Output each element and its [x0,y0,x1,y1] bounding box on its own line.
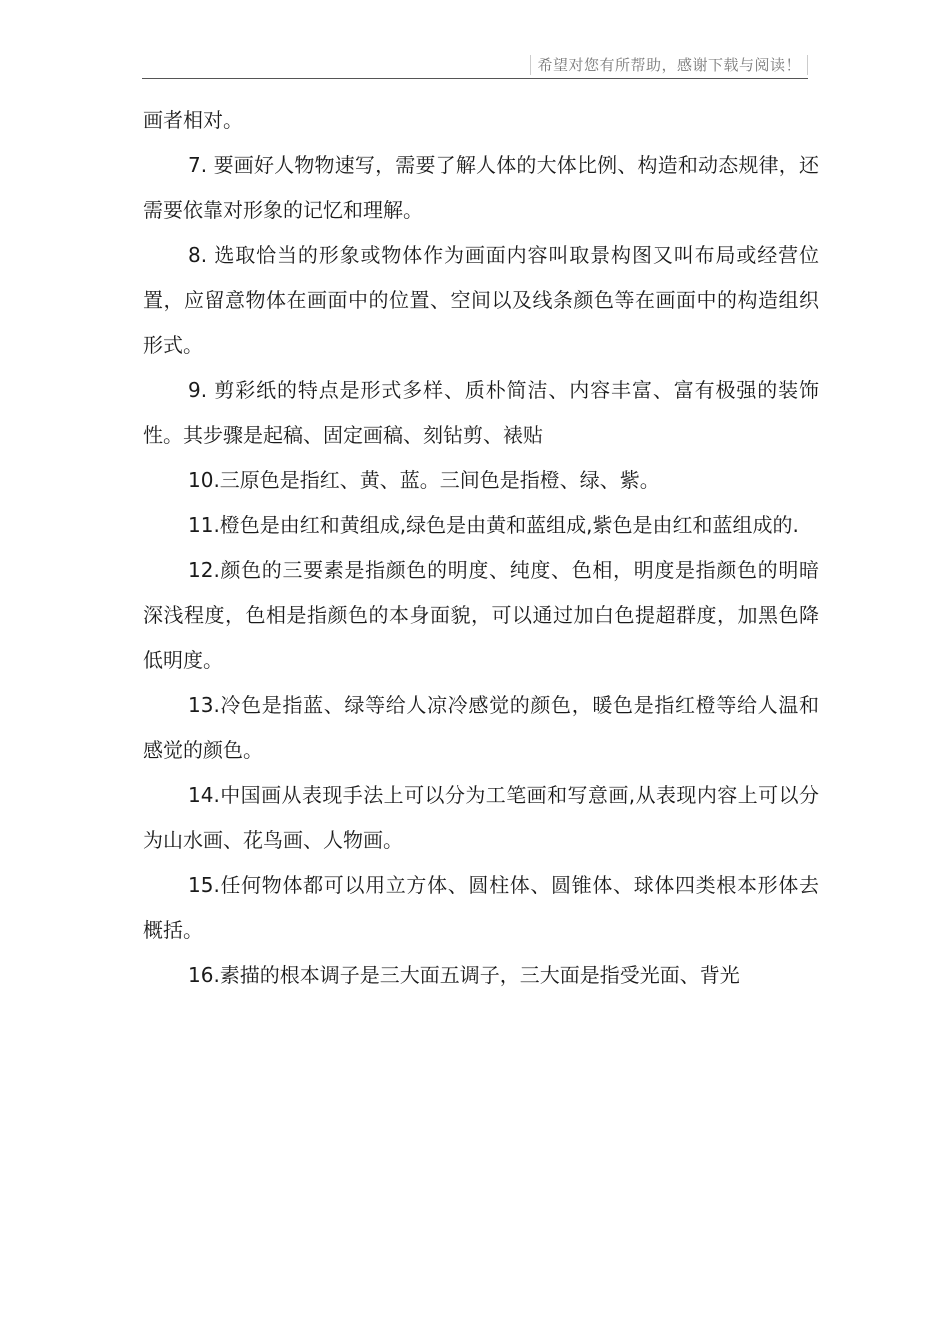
header-note: 希望对您有所帮助，感谢下载与阅读！ [530,55,808,75]
paragraph-item-11: 11.橙色是由红和黄组成,绿色是由黄和蓝组成,紫色是由红和蓝组成的. [188,513,799,537]
paragraph-item-14: 14.中国画从表现手法上可以分为工笔画和写意画,从表现内容上可以分为山水画、花鸟画、人物画。 [143,783,819,852]
paragraph-item-15: 15.任何物体都可以用立方体、圆柱体、圆锥体、球体四类根本形体去概括。 [143,873,819,942]
paragraph-item-10: 10.三原色是指红、黄、蓝。三间色是指橙、绿、紫。 [188,468,660,492]
paragraph-item-8: 8. 选取恰当的形象或物体作为画面内容叫取景构图又叫布局或经营位置，应留意物体在画面中的位置、空间以及线条颜色等在画面中的构造组织形式。 [143,243,819,357]
page-header [142,50,808,79]
paragraph-item-12: 12.颜色的三要素是指颜色的明度、纯度、色相，明度是指颜色的明暗深浅程度，色相是指颜色的本身面貌，可以通过加白色提超群度，加黑色降低明度。 [143,558,819,672]
paragraph-item-13: 13.冷色是指蓝、绿等给人凉冷感觉的颜色，暖色是指红橙等给人温和感觉的颜色。 [143,693,819,762]
paragraph-item-16: 16.素描的根本调子是三大面五调子，三大面是指受光面、背光 [188,963,740,987]
document-body [143,98,819,998]
paragraph-item-7: 7. 要画好人物物速写，需要了解人体的大体比例、构造和动态规律，还需要依靠对形象的记忆和理解。 [143,153,819,222]
paragraph-continuation: 画者相对。 [143,108,243,132]
paragraph-item-9: 9. 剪彩纸的特点是形式多样、质朴简洁、内容丰富、富有极强的装饰性。其步骤是起稿、固定画稿、刻钻剪、裱贴 [143,378,819,447]
